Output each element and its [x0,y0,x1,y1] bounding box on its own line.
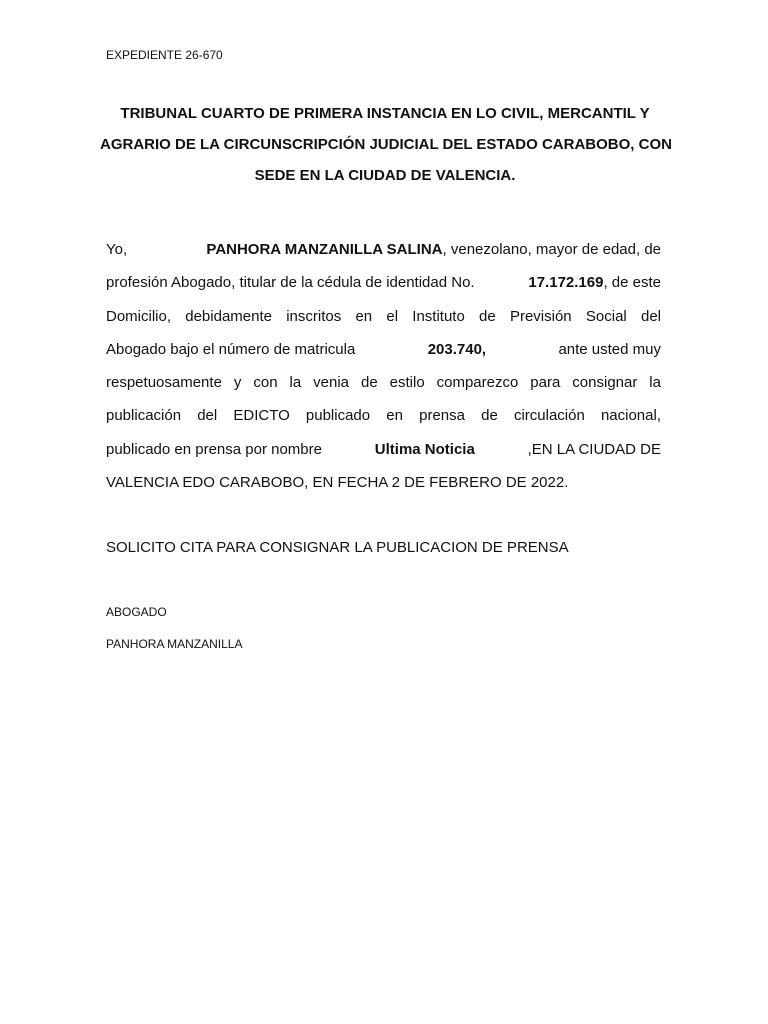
paragraph-line-6: publicación del EDICTO publicado en prensa de circulación nacional, [106,407,661,425]
paragraph-text: , de este [603,274,661,292]
paragraph-line-5: respetuosamente y con la venia de estilo comparezco para consignar la [106,374,661,392]
signature-role: ABOGADO [106,605,167,619]
paragraph-line-7 [106,433,661,466]
paragraph-line-2 [106,266,661,299]
newspaper-name: Ultima Noticia [374,440,475,458]
paragraph-line-3: Domicilio, debidamente inscritos en el Instituto de Previsión Social del [106,307,661,325]
court-title-line-2: AGRARIO DE LA CIRCUNSCRIPCIÓN JUDICIAL DEL ESTADO CARABOBO, CON [100,136,672,153]
paragraph-line-1 [106,233,661,266]
petition-paragraph [106,233,661,499]
paragraph-text: , venezolano, mayor de edad, de [442,241,661,258]
court-title-line-3: SEDE EN LA CIUDAD DE VALENCIA. [254,167,516,184]
request-statement: SOLICITO CITA PARA CONSIGNAR LA PUBLICACION DE PRENSA [106,539,569,556]
court-title-line-1: TRIBUNAL CUARTO DE PRIMERA INSTANCIA EN LO CIVIL, MERCANTIL Y [120,105,650,122]
id-number: 17.172.169 [528,274,604,292]
paragraph-text: Yo, [106,241,128,258]
lawyer-name: PANHORA MANZANILLA SALINA [206,241,443,258]
paragraph-text: Abogado bajo el número de matricula [106,340,356,358]
paragraph-line-8: VALENCIA EDO CARABOBO, EN FECHA 2 DE FEBRERO DE 2022. [106,474,569,492]
paragraph-text: publicado en prensa por nombre [106,440,322,458]
court-title [100,98,670,191]
registration-number: 203.740, [427,340,487,358]
paragraph-line-4 [106,333,661,366]
paragraph-text: profesión Abogado, titular de la cédula de identidad No. [106,274,475,292]
signature-name: PANHORA MANZANILLA [106,637,243,651]
paragraph-text: ante usted muy [558,340,661,358]
paragraph-text: ,EN LA CIUDAD DE [527,440,661,458]
expediente-number: EXPEDIENTE 26-670 [106,48,223,62]
